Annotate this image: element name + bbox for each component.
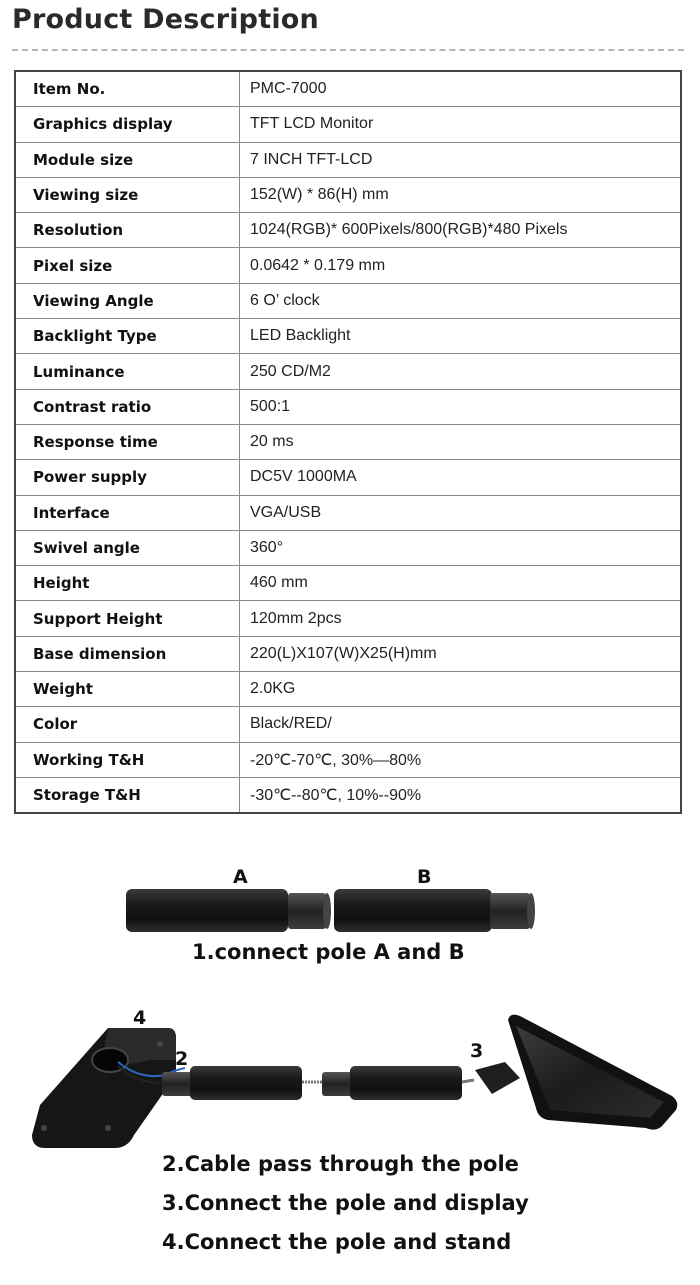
spec-value: 7 INCH TFT-LCD [240, 142, 682, 177]
spec-value: 220(L)X107(W)X25(H)mm [240, 636, 682, 671]
label-step-4: 4 [133, 1007, 147, 1029]
pole-a [126, 889, 331, 932]
spec-key: Base dimension [15, 636, 240, 671]
spec-value: 2.0KG [240, 672, 682, 707]
spec-key: Height [15, 566, 240, 601]
spec-value: 0.0642 * 0.179 mm [240, 248, 682, 283]
label-step-3: 3 [470, 1040, 484, 1062]
spec-key: Viewing Angle [15, 283, 240, 318]
spec-key: Color [15, 707, 240, 742]
spec-key: Pixel size [15, 248, 240, 283]
spec-key: Resolution [15, 213, 240, 248]
stand-base [32, 1028, 176, 1148]
spec-value: DC5V 1000MA [240, 460, 682, 495]
spec-key: Response time [15, 424, 240, 459]
spec-value: -30℃--80℃, 10%--90% [240, 777, 682, 813]
spec-value: 120mm 2pcs [240, 601, 682, 636]
spec-key: Weight [15, 672, 240, 707]
spec-value: 6 O’ clock [240, 283, 682, 318]
spec-value: -20℃-70℃, 30%—80% [240, 742, 682, 777]
step2-caption: 2.Cable pass through the pole [162, 1152, 519, 1176]
page-title: Product Description [12, 4, 319, 35]
spec-value: Black/RED/ [240, 707, 682, 742]
spec-value: PMC-7000 [240, 71, 682, 107]
spec-value: 152(W) * 86(H) mm [240, 177, 682, 212]
label-pole-b: B [417, 866, 432, 888]
step3-caption: 3.Connect the pole and display [162, 1191, 529, 1215]
spec-key: Interface [15, 495, 240, 530]
spec-value: 1024(RGB)* 600Pixels/800(RGB)*480 Pixels [240, 213, 682, 248]
spec-value: 20 ms [240, 424, 682, 459]
assembled-pole [162, 1066, 474, 1100]
spec-value: TFT LCD Monitor [240, 107, 682, 142]
spec-key: Swivel angle [15, 530, 240, 565]
spec-value: 250 CD/M2 [240, 354, 682, 389]
spec-key: Module size [15, 142, 240, 177]
display-monitor [475, 1015, 677, 1130]
label-step-2: 2 [175, 1048, 189, 1070]
label-pole-a: A [233, 866, 248, 888]
spec-key: Luminance [15, 354, 240, 389]
spec-key: Working T&H [15, 742, 240, 777]
spec-value: 360° [240, 530, 682, 565]
spec-value: 500:1 [240, 389, 682, 424]
spec-key: Graphics display [15, 107, 240, 142]
pole-b [334, 889, 535, 932]
step4-caption: 4.Connect the pole and stand [162, 1230, 512, 1254]
step1-caption: 1.connect pole A and B [192, 940, 465, 964]
spec-value: VGA/USB [240, 495, 682, 530]
spec-key: Storage T&H [15, 777, 240, 813]
spec-key: Backlight Type [15, 319, 240, 354]
spec-key: Contrast ratio [15, 389, 240, 424]
spec-key: Power supply [15, 460, 240, 495]
spec-key: Viewing size [15, 177, 240, 212]
spec-value: 460 mm [240, 566, 682, 601]
spec-key: Support Height [15, 601, 240, 636]
spec-key: Item No. [15, 71, 240, 107]
spec-value: LED Backlight [240, 319, 682, 354]
